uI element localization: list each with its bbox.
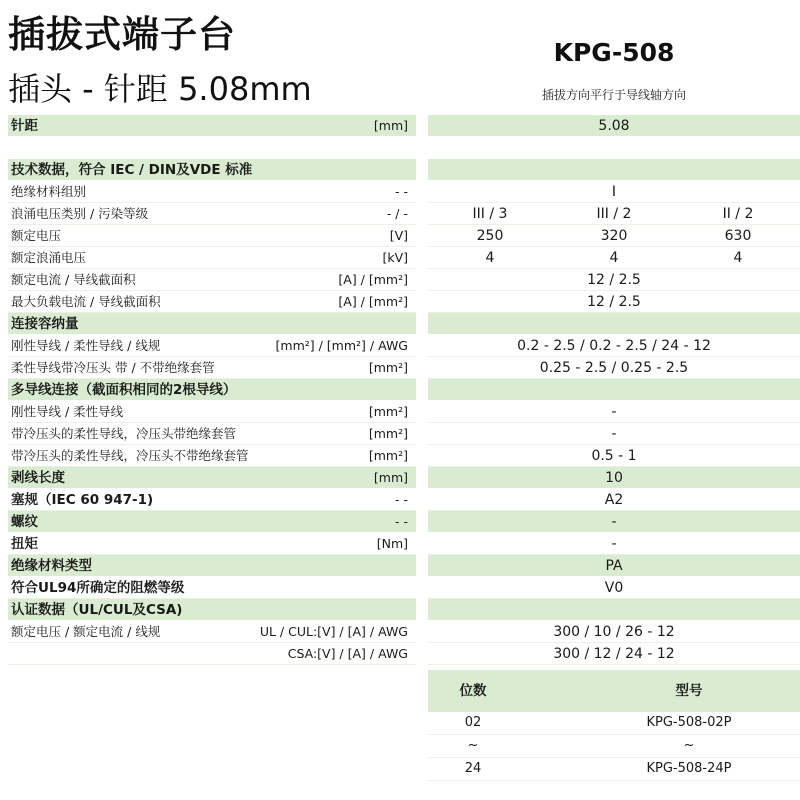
spec-value-cell — [428, 577, 800, 599]
column-gap — [416, 115, 428, 137]
spec-value-cell — [428, 489, 800, 511]
section-header-row — [8, 313, 800, 335]
spec-label-cell — [8, 115, 416, 137]
spec-label: 柔性导线带冷压头 带 / 不带绝缘套管 — [11, 360, 215, 375]
spec-label: 技术数据，符合 IEC / DIN及VDE 标准 — [11, 162, 253, 178]
parts-model: KPG-508-24P — [646, 761, 732, 776]
spec-value — [428, 599, 800, 620]
spec-unit: [mm²] — [368, 360, 408, 375]
spec-unit: [mm²] — [368, 448, 408, 463]
spec-row — [8, 225, 800, 247]
spec-value: A2 — [604, 492, 624, 508]
column-gap — [416, 533, 428, 555]
column-gap — [416, 445, 428, 467]
spec-unit: - - — [395, 184, 408, 199]
spec-label-cell — [8, 379, 416, 401]
spec-value: II / 2 — [722, 206, 754, 222]
section-header-row — [8, 555, 800, 577]
spec-unit: - - — [395, 492, 408, 507]
spec-label: 剥线长度 — [11, 470, 65, 486]
spec-value: - — [611, 514, 617, 530]
spec-value: 320 — [600, 228, 628, 244]
spec-unit: [A] / [mm²] — [338, 294, 408, 309]
column-gap — [416, 467, 428, 489]
spec-label: 刚性导线 / 柔性导线 / 线规 — [11, 338, 161, 353]
spec-value-cell — [428, 511, 800, 533]
spec-value: 0.5 - 1 — [591, 448, 637, 464]
spec-row — [8, 577, 800, 599]
section-header-row — [8, 159, 800, 181]
spec-label: 螺纹 — [11, 514, 38, 530]
spec-label-cell — [8, 357, 416, 379]
spec-row — [8, 401, 800, 423]
spec-label-cell — [8, 511, 416, 533]
spec-value-cell — [428, 335, 800, 357]
spec-unit: [mm] — [373, 470, 408, 485]
column-gap — [416, 335, 428, 357]
spec-label: 额定电压 — [11, 228, 62, 243]
spec-label-cell — [8, 269, 416, 291]
spec-value: - — [611, 536, 617, 552]
spec-label: 浪涌电压类别 / 污染等级 — [11, 206, 149, 221]
parts-header-positions: 位数 — [459, 683, 487, 699]
spec-label: 针距 — [11, 118, 38, 134]
spec-label: 额定电压 / 额定电流 / 线规 — [11, 624, 161, 639]
spec-row — [8, 247, 800, 269]
spec-label-cell — [8, 621, 416, 643]
column-gap — [416, 643, 428, 665]
spec-value: 250 — [476, 228, 504, 244]
spec-label-cell — [8, 203, 416, 225]
section-header-row — [8, 379, 800, 401]
spec-value: - — [611, 404, 617, 420]
spec-unit: - / - — [386, 206, 408, 221]
parts-header-row — [428, 670, 800, 712]
spec-value-cell — [428, 401, 800, 423]
parts-row — [428, 712, 800, 735]
column-gap — [416, 159, 428, 181]
spec-label: 扭矩 — [11, 536, 38, 552]
spec-value-cell — [428, 379, 800, 401]
spec-value-cell — [428, 423, 800, 445]
parts-row — [428, 758, 800, 781]
model-name: KPG-508 — [553, 38, 675, 67]
spec-value-cell — [428, 357, 800, 379]
parts-positions: 02 — [464, 715, 482, 730]
column-gap — [416, 555, 428, 577]
spec-value-cell — [428, 599, 800, 621]
section-header-row — [8, 115, 800, 137]
spec-value: 4 — [733, 250, 743, 266]
column-gap — [416, 599, 428, 621]
spec-row — [8, 643, 800, 665]
spec-unit: CSA:[V] / [A] / AWG — [287, 646, 408, 661]
spec-label-cell — [8, 445, 416, 467]
column-gap — [416, 269, 428, 291]
section-header-row — [8, 511, 800, 533]
column-gap — [416, 423, 428, 445]
spec-value-cell — [428, 313, 800, 335]
spec-value — [428, 313, 800, 334]
spec-value: 4 — [609, 250, 619, 266]
column-gap — [416, 401, 428, 423]
spec-value: 300 / 10 / 26 - 12 — [553, 624, 675, 640]
page-subtitle: 插头 - 针距 5.08mm — [8, 70, 312, 108]
parts-model: ~ — [683, 738, 695, 753]
spec-label: 带冷压头的柔性导线，冷压头带绝缘套管 — [11, 426, 237, 441]
column-gap — [416, 313, 428, 335]
spec-value-cell — [428, 269, 800, 291]
spec-value-cell — [428, 181, 800, 203]
spec-row — [8, 423, 800, 445]
spec-label-cell — [8, 577, 416, 599]
column-gap — [416, 621, 428, 643]
spec-value-cell — [428, 247, 800, 269]
spec-value — [428, 379, 800, 400]
spec-row — [8, 181, 800, 203]
parts-model: KPG-508-02P — [646, 715, 732, 730]
spec-row — [8, 291, 800, 313]
spec-label-cell — [8, 599, 416, 621]
spec-value: 630 — [724, 228, 752, 244]
spec-label: 绝缘材料类型 — [11, 558, 92, 574]
spec-label-cell — [8, 159, 416, 181]
spec-unit: [A] / [mm²] — [338, 272, 408, 287]
spec-row — [8, 357, 800, 379]
page-title: 插拔式端子台 — [8, 13, 236, 56]
spec-unit: [Nm] — [376, 536, 408, 551]
column-gap — [416, 181, 428, 203]
spec-label-cell — [8, 401, 416, 423]
spec-label-cell — [8, 313, 416, 335]
column-gap — [416, 379, 428, 401]
column-gap — [416, 489, 428, 511]
spec-value: I — [611, 184, 617, 200]
spec-unit: [mm²] — [368, 426, 408, 441]
spec-value: 4 — [485, 250, 495, 266]
spec-value-cell — [428, 225, 800, 247]
spec-row — [8, 335, 800, 357]
spec-value-cell — [428, 291, 800, 313]
spec-value-cell — [428, 467, 800, 489]
parts-header-model: 型号 — [675, 683, 703, 699]
spec-unit: [mm²] — [368, 404, 408, 419]
spec-value-cell — [428, 555, 800, 577]
spec-value-cell — [428, 115, 800, 137]
spec-label-cell — [8, 423, 416, 445]
parts-positions: 24 — [464, 761, 482, 776]
spec-unit: [V] — [389, 228, 408, 243]
spec-value: 12 / 2.5 — [587, 294, 641, 310]
spec-label: 连接容纳量 — [11, 316, 79, 332]
spec-label: 塞规（IEC 60 947-1) — [11, 492, 154, 508]
spec-label: 认证数据（UL/CUL及CSA) — [11, 602, 183, 618]
section-header-row — [8, 599, 800, 621]
spec-value: 5.08 — [598, 118, 630, 134]
column-gap — [416, 247, 428, 269]
spec-value: 300 / 12 / 24 - 12 — [553, 646, 675, 662]
spec-label-cell — [8, 467, 416, 489]
column-gap — [416, 291, 428, 313]
spec-value: V0 — [604, 580, 624, 596]
spec-table — [8, 115, 800, 665]
spec-value: 0.25 - 2.5 / 0.25 - 2.5 — [539, 360, 689, 376]
spec-value: 0.2 - 2.5 / 0.2 - 2.5 / 24 - 12 — [517, 338, 711, 354]
spec-label: 绝缘材料组别 — [11, 184, 87, 199]
spec-label-cell — [8, 225, 416, 247]
spec-value-cell — [428, 533, 800, 555]
spec-unit: UL / CUL:[V] / [A] / AWG — [259, 624, 408, 639]
column-gap — [416, 511, 428, 533]
spec-value-cell — [428, 621, 800, 643]
spec-value-cell — [428, 159, 800, 181]
spec-value: PA — [605, 558, 623, 574]
spec-label: 多导线连接（截面积相同的2根导线） — [11, 382, 237, 398]
spec-unit: [mm] — [373, 118, 408, 133]
spec-label-cell — [8, 489, 416, 511]
section-header-row — [8, 467, 800, 489]
spec-label: 最大负载电流 / 导线截面积 — [11, 294, 161, 309]
spec-value: III / 3 — [472, 206, 508, 222]
column-gap — [416, 357, 428, 379]
parts-positions: ~ — [467, 738, 479, 753]
spec-value: III / 2 — [596, 206, 632, 222]
spec-value: 12 / 2.5 — [587, 272, 641, 288]
spec-value-cell — [428, 445, 800, 467]
spec-row — [8, 621, 800, 643]
spec-label-cell — [8, 555, 416, 577]
spec-label-cell — [8, 335, 416, 357]
column-gap — [416, 225, 428, 247]
spec-value-cell — [428, 643, 800, 665]
spec-label-cell — [8, 181, 416, 203]
spec-label: 额定电流 / 导线截面积 — [11, 272, 136, 287]
spec-value-cell — [428, 203, 800, 225]
spec-value: - — [611, 426, 617, 442]
spec-label: 带冷压头的柔性导线，冷压头不带绝缘套管 — [11, 448, 249, 463]
spec-row — [8, 489, 800, 511]
column-gap — [416, 203, 428, 225]
column-gap — [416, 577, 428, 599]
spec-label-cell — [8, 643, 416, 665]
spec-row — [8, 203, 800, 225]
spacer — [8, 137, 800, 159]
spec-row — [8, 269, 800, 291]
parts-row — [428, 735, 800, 758]
spec-unit: [mm²] / [mm²] / AWG — [275, 338, 408, 353]
spec-label: 刚性导线 / 柔性导线 — [11, 404, 124, 419]
spec-label: 额定浪涌电压 — [11, 250, 87, 265]
spec-unit: - - — [395, 514, 408, 529]
parts-table — [428, 670, 800, 781]
model-description: 插拔方向平行于导线轴方向 — [541, 88, 686, 102]
spec-label: 符合UL94所确定的阻燃等级 — [11, 580, 185, 596]
spec-unit: [kV] — [382, 250, 408, 265]
spec-label-cell — [8, 291, 416, 313]
spec-row — [8, 445, 800, 467]
spec-row — [8, 533, 800, 555]
spec-label-cell — [8, 247, 416, 269]
spec-value: 10 — [605, 470, 623, 486]
spec-value — [428, 159, 800, 180]
spec-label-cell — [8, 533, 416, 555]
